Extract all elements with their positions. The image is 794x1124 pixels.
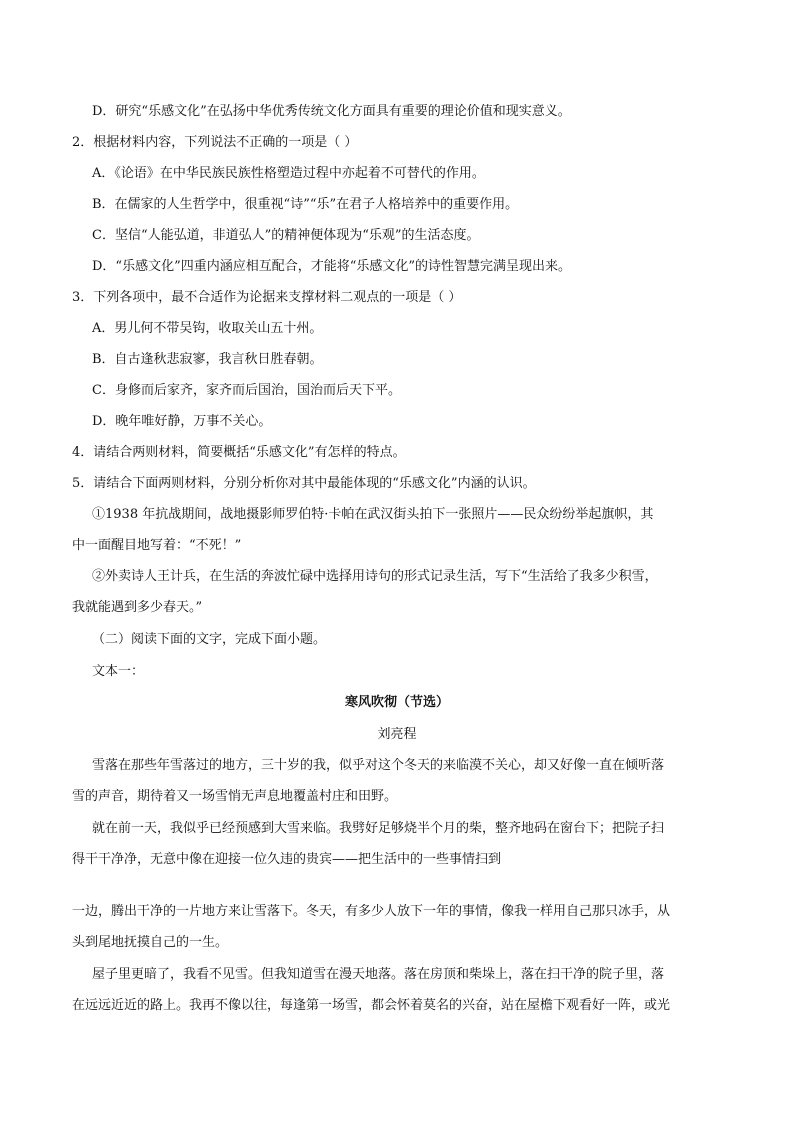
article-author: 刘亮程 — [377, 727, 417, 742]
option-c-q3: C．身修而后家齐，家齐而后国治，国治而后天下平。 — [92, 383, 401, 398]
paragraph-1-line-2: 雪的声音，期待着又一场雪悄无声息地覆盖村庄和田野。 — [72, 789, 398, 804]
paragraph-1-line-1: 雪落在那些年雪落过的地方，三十岁的我，似乎对这个冬天的来临漠不关心，却又好像一直在倾听落 — [92, 758, 665, 773]
question-5: 5．请结合下面两则材料，分别分析你对其中最能体现的“乐感文化”内涵的认识。 — [72, 476, 536, 491]
article-title: 寒风吹彻（节选） — [344, 695, 449, 710]
material-2-line-2: 我就能遇到多少春天。” — [72, 600, 203, 615]
material-1-line-1: ①1938 年抗战期间，战地摄影师罗伯特·卡帕在武汉街头拍下一张照片——民众纷纷举起旗帜，其 — [92, 507, 654, 522]
question-4: 4．请结合两则材料，简要概括“乐感文化”有怎样的特点。 — [72, 445, 406, 460]
question-3: 3．下列各项中，最不合适作为论据来支撑材料二观点的一项是（ ） — [72, 290, 462, 305]
option-d-q3: D．晚年唯好静，万事不关心。 — [92, 414, 272, 429]
option-b-q2: B．在儒家的人生哲学中，很重视“诗”“乐”在君子人格培养中的重要作用。 — [92, 197, 519, 212]
option-a-q3: A．男儿何不带吴钩，收取关山五十州。 — [92, 321, 323, 336]
material-2-line-1: ②外卖诗人王计兵，在生活的奔波忙碌中选择用诗句的形式记录生活，写下“生活给了我多少积雪， — [92, 569, 658, 584]
paragraph-2-line-3: 一边，腾出干净的一片地方来让雪落下。冬天，有多少人放下一年的事情，像我一样用自己那只冰手，从 — [72, 904, 671, 919]
paragraph-3-line-1: 屋子里更暗了，我看不见雪。但我知道雪在漫天地落。落在房顶和柴垛上，落在扫干净的院子里，落 — [92, 967, 665, 982]
section-heading: （二）阅读下面的文字，完成下面小题。 — [92, 632, 327, 647]
option-a-q2: A．《论语》在中华民族民族性格塑造过程中亦起着不可替代的作用。 — [92, 166, 485, 181]
option-b-q3: B．自古逢秋悲寂寥，我言秋日胜春朝。 — [92, 352, 323, 367]
paragraph-2-line-1: 就在前一天，我似乎已经预感到大雪来临。我劈好足够烧半个月的柴，整齐地码在窗台下；把院子扫 — [92, 821, 665, 836]
text-one-label: 文本一： — [92, 664, 145, 679]
material-1-line-2: 中一面醒目地写着：“不死！” — [72, 538, 242, 553]
paragraph-2-line-2: 得干干净净，无意中像在迎接一位久违的贵宾——把生活中的一些事情扫到 — [72, 852, 502, 867]
paragraph-3-line-2: 在远远近近的路上。我再不像以往，每逢第一场雪，都会怀着莫名的兴奋，站在屋檐下观看好一阵，或光 — [72, 998, 671, 1013]
paragraph-2-line-4: 头到尾地抚摸自己的一生。 — [72, 935, 229, 950]
option-c-q2: C．坚信“人能弘道，非道弘人”的精神便体现为“乐观”的生活态度。 — [92, 228, 480, 243]
option-d-q1: D．研究“乐感文化”在弘扬中华优秀传统文化方面具有重要的理论价值和现实意义。 — [92, 104, 571, 119]
option-d-q2: D．“乐感文化”四重内涵应相互配合，才能将“乐感文化”的诗性智慧完满呈现出来。 — [92, 259, 572, 274]
question-2: 2．根据材料内容，下列说法不正确的一项是（ ） — [72, 135, 358, 150]
